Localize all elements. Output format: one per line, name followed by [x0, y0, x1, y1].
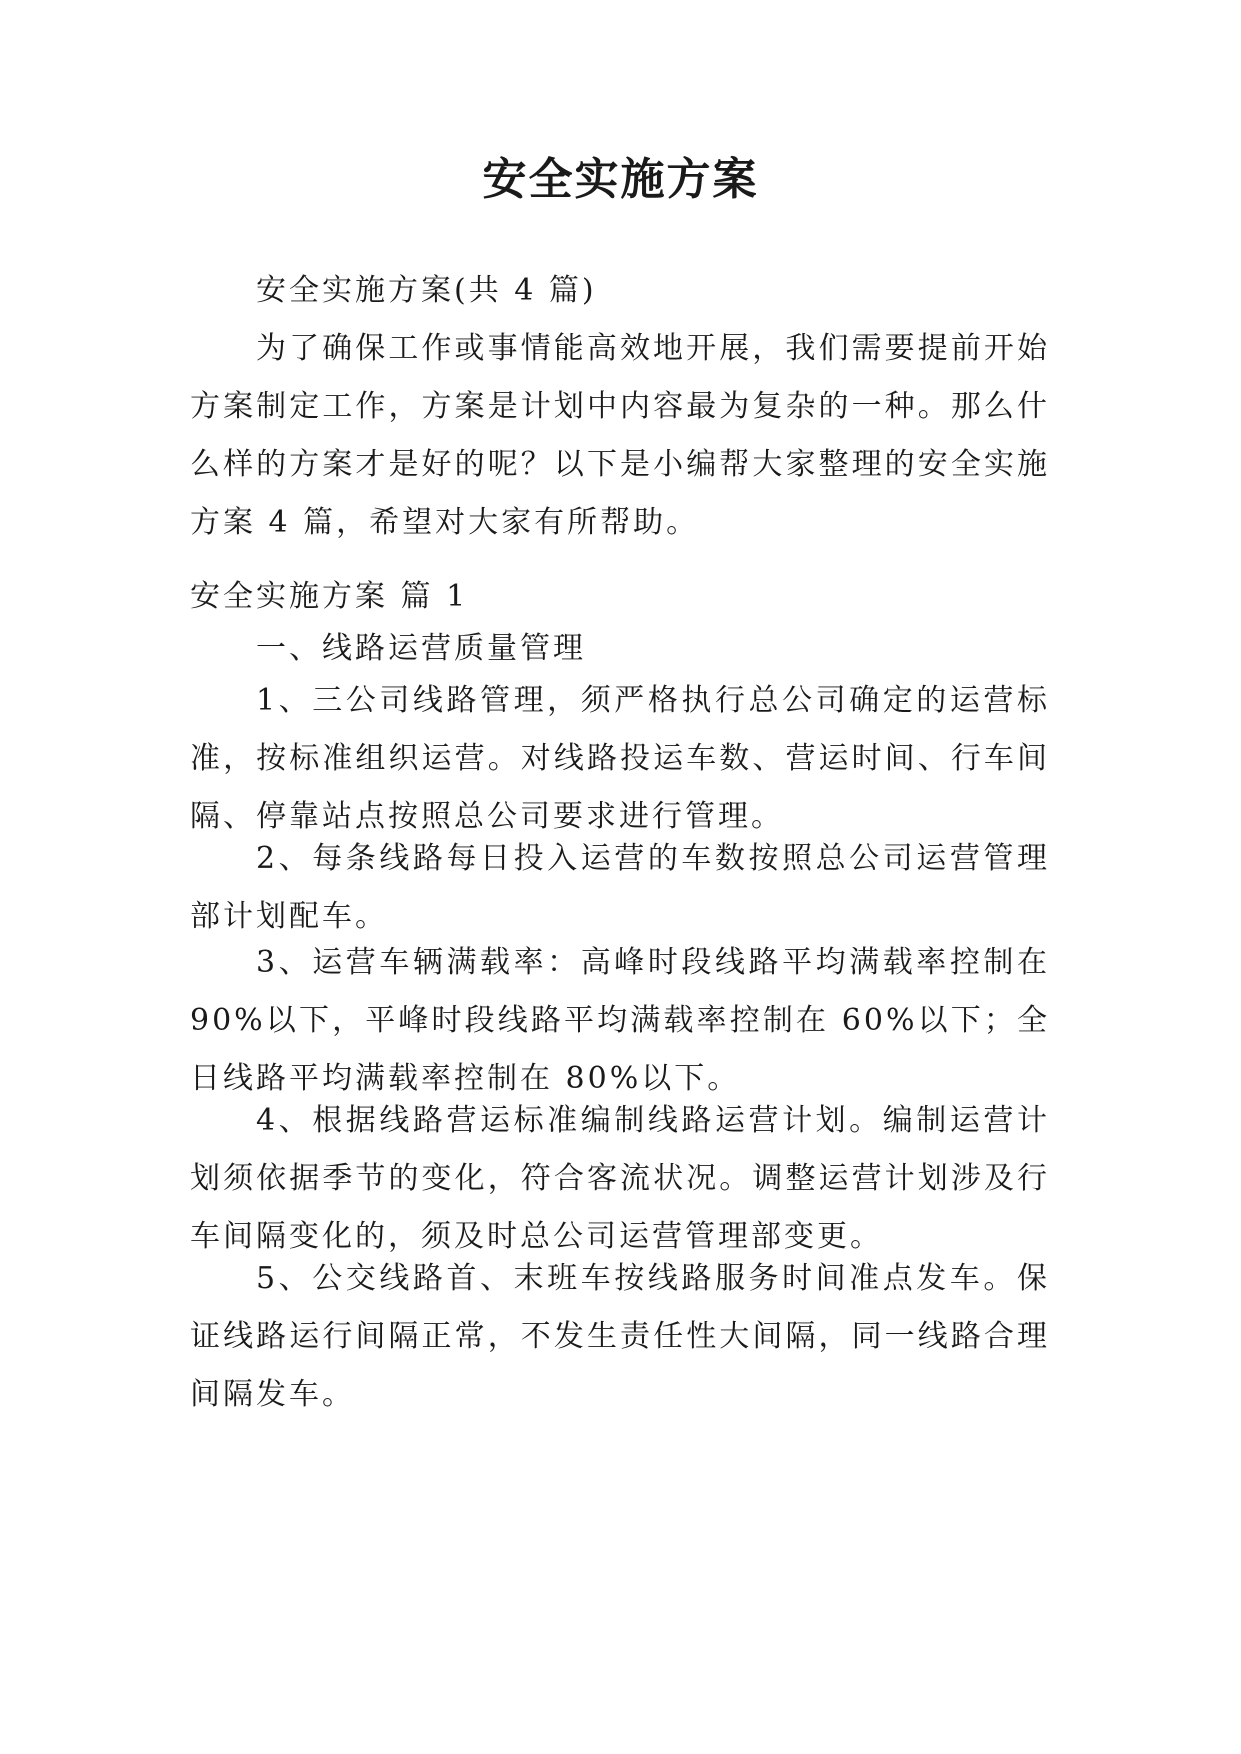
paragraph-1: 1、三公司线路管理，须严格执行总公司确定的运营标准，按标准组织运营。对线路投运车数、营运时间、行车间隔、停靠站点按照总公司要求进行管理。 — [190, 683, 1050, 834]
subsection-heading: 一、线路运营质量管理 — [256, 631, 586, 666]
intro-paragraph: 为了确保工作或事情能高效地开展，我们需要提前开始方案制定工作，方案是计划中内容最为复杂的一种。那么什么样的方案才是好的呢？以下是小编帮大家整理的安全实施方案 4 篇，希望对大家有所帮助。 — [190, 331, 1050, 540]
section-heading: 安全实施方案 篇 1 — [190, 579, 469, 614]
paragraph-4: 4、根据线路营运标准编制线路运营计划。编制运营计划须依据季节的变化，符合客流状况。调整运营计划涉及行车间隔变化的，须及时总公司运营管理部变更。 — [190, 1103, 1050, 1254]
document-subtitle: 安全实施方案(共 4 篇) — [256, 273, 597, 308]
document-title: 安全实施方案 — [482, 154, 759, 205]
paragraph-3: 3、运营车辆满载率：高峰时段线路平均满载率控制在 90%以下，平峰时段线路平均满载率控制在 60%以下；全日线路平均满载率控制在 80%以下。 — [190, 945, 1050, 1096]
paragraph-5: 5、公交线路首、末班车按线路服务时间准点发车。保证线路运行间隔正常，不发生责任性大间隔，同一线路合理间隔发车。 — [190, 1261, 1050, 1412]
paragraph-2: 2、每条线路每日投入运营的车数按照总公司运营管理部计划配车。 — [190, 841, 1050, 934]
